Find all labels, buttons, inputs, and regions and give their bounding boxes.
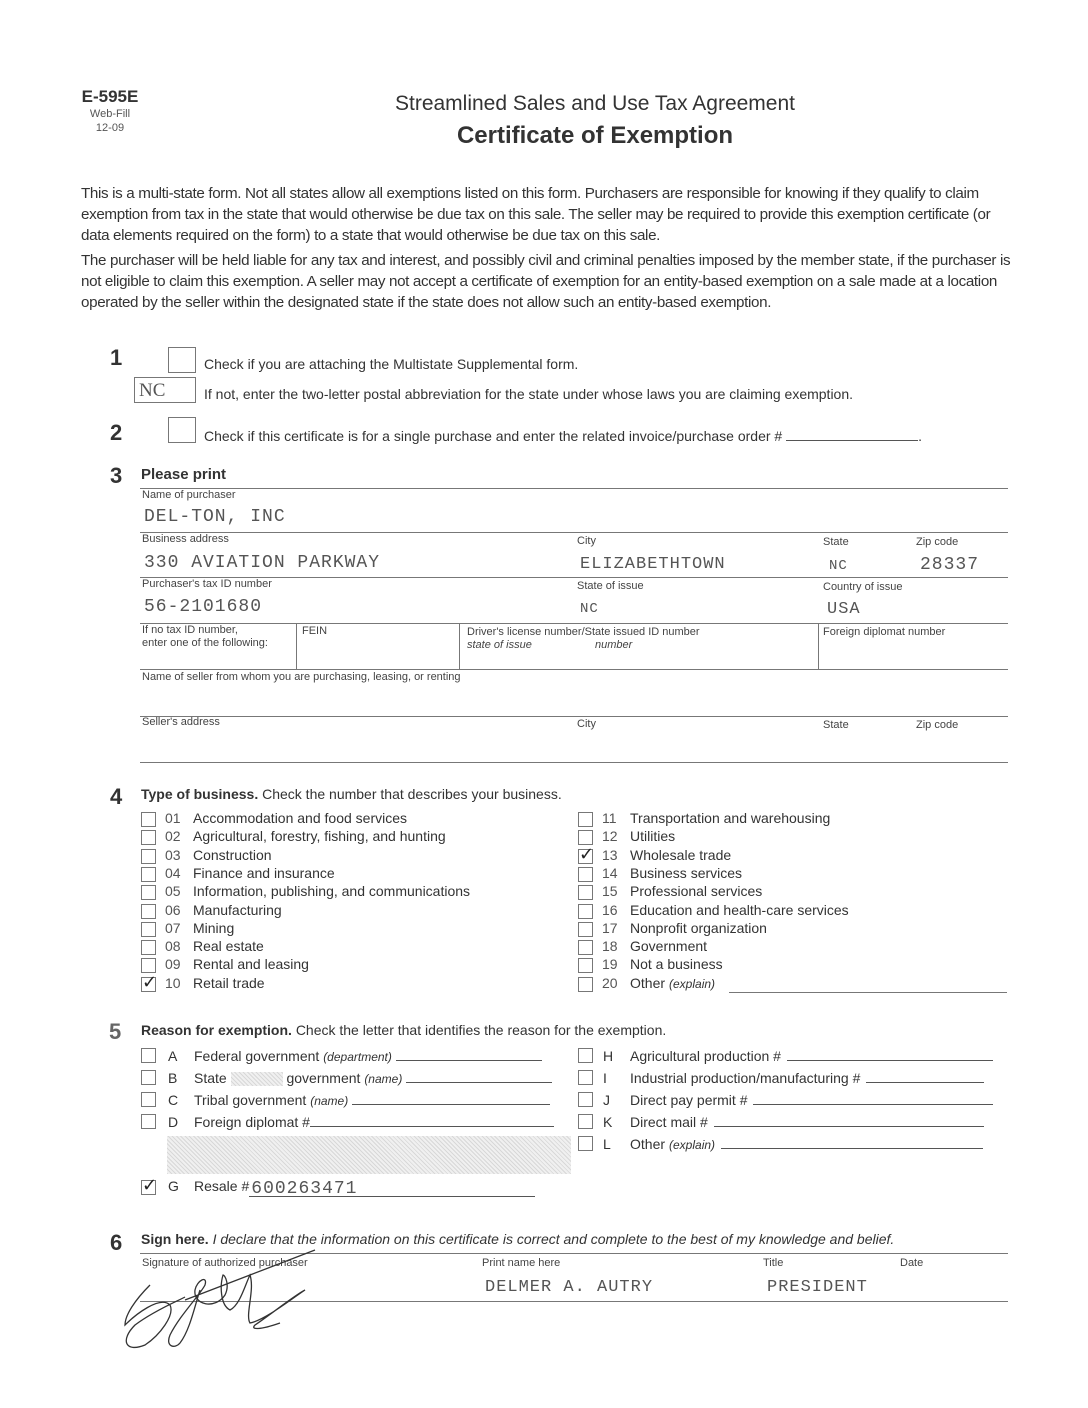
business-type-code: 01 bbox=[165, 810, 181, 826]
section-5-number: 5 bbox=[109, 1019, 122, 1044]
reason-c-label: Tribal government bbox=[194, 1092, 307, 1108]
reason-b-letter: B bbox=[168, 1070, 178, 1086]
business-type-code: 05 bbox=[165, 883, 181, 900]
business-type-03-checkbox[interactable] bbox=[141, 849, 156, 864]
business-type-name: Retail trade bbox=[193, 974, 265, 991]
business-type-11-label bbox=[602, 810, 830, 826]
date-label: Date bbox=[900, 1257, 924, 1269]
business-type-code: 16 bbox=[602, 901, 618, 918]
business-type-13-checkbox[interactable] bbox=[578, 843, 595, 865]
business-type-code: 15 bbox=[602, 883, 618, 900]
divider bbox=[140, 669, 1008, 670]
business-type-explain: (explain) bbox=[669, 976, 716, 991]
reason-l-input[interactable] bbox=[721, 1135, 983, 1149]
business-type-name: Government bbox=[630, 938, 708, 955]
business-type-code: 04 bbox=[165, 864, 181, 881]
title-line2: Certificate of Exemption bbox=[456, 122, 734, 149]
multistate-supplemental-label: Check if you are attaching the Multistate Supplemental form. bbox=[204, 356, 579, 372]
state-abbreviation-value: NC bbox=[139, 380, 166, 401]
type-of-business-bold: Type of business. bbox=[141, 786, 259, 802]
divider bbox=[296, 623, 297, 669]
business-type-02-checkbox[interactable] bbox=[141, 830, 156, 845]
business-type-name: Wholesale trade bbox=[630, 846, 732, 863]
drivers-license-label: Driver's license number/State issued ID number bbox=[467, 626, 700, 638]
reason-g-resale-checkbox[interactable] bbox=[141, 1175, 158, 1196]
business-type-04-checkbox[interactable] bbox=[141, 867, 156, 882]
reason-letter: J bbox=[603, 1092, 610, 1108]
reason-c-letter: C bbox=[168, 1092, 179, 1108]
business-type-name: Real estate bbox=[193, 938, 264, 955]
business-type-code: 14 bbox=[602, 864, 618, 881]
reason-i-checkbox[interactable] bbox=[578, 1070, 593, 1085]
reason-explain: (explain) bbox=[669, 1138, 716, 1152]
business-type-code: 06 bbox=[165, 901, 181, 918]
business-type-name: Information, publishing, and communications bbox=[193, 883, 471, 900]
reason-b-label: State bbox=[194, 1070, 227, 1086]
reason-k-input[interactable] bbox=[714, 1113, 984, 1127]
business-type-code: 08 bbox=[165, 938, 181, 955]
other-explain-line[interactable] bbox=[729, 992, 1007, 993]
checkmark-icon: ✓ bbox=[142, 971, 158, 993]
seller-name-input[interactable] bbox=[140, 685, 1008, 715]
signature-label: Signature of authorized purchaser bbox=[142, 1257, 308, 1269]
tax-id-label: Purchaser's tax ID number bbox=[142, 578, 272, 590]
state-label: State bbox=[823, 536, 849, 548]
business-type-19-checkbox[interactable] bbox=[578, 958, 593, 973]
print-name-label: Print name here bbox=[482, 1257, 561, 1269]
no-tax-id-line1: If no tax ID number, bbox=[142, 624, 238, 636]
reason-b-checkbox[interactable] bbox=[141, 1070, 156, 1085]
business-type-08-label bbox=[165, 938, 264, 954]
section-3-number: 3 bbox=[110, 463, 123, 488]
seller-name-label: Name of seller from whom you are purchasing, leasing, or renting bbox=[142, 671, 461, 683]
business-type-name: Mining bbox=[193, 919, 235, 936]
single-purchase-label: Check if this certificate is for a single purchase and enter the related invoice/purchase order # . bbox=[204, 428, 922, 444]
reason-i-input[interactable] bbox=[866, 1069, 984, 1083]
type-of-business-instructions: Check the number that describes your business. bbox=[262, 786, 562, 802]
business-type-16-checkbox[interactable] bbox=[578, 904, 593, 919]
business-type-code: 18 bbox=[602, 938, 618, 955]
reason-g-letter: G bbox=[168, 1178, 179, 1194]
reason-h-row bbox=[603, 1047, 993, 1064]
business-type-16-label bbox=[602, 902, 849, 918]
business-type-19-label bbox=[602, 956, 723, 972]
form-id-block bbox=[80, 87, 140, 134]
reason-j-checkbox[interactable] bbox=[578, 1092, 593, 1107]
business-type-02-label bbox=[165, 828, 446, 844]
business-type-06-label bbox=[165, 902, 282, 918]
reason-d-letter: D bbox=[168, 1114, 179, 1130]
reason-d-label: Foreign diplomat # bbox=[194, 1114, 310, 1130]
reason-c-checkbox[interactable] bbox=[141, 1092, 156, 1107]
reason-label: Direct mail # bbox=[630, 1114, 708, 1130]
no-tax-id-label bbox=[142, 624, 268, 650]
business-type-name: Transportation and warehousing bbox=[630, 810, 831, 826]
seller-state-label: State bbox=[823, 719, 849, 731]
please-print-heading: Please print bbox=[141, 466, 227, 483]
title-line1: Streamlined Sales and Use Tax Agreement bbox=[394, 92, 795, 115]
state-abbreviation-input[interactable] bbox=[134, 377, 196, 403]
city-label: City bbox=[577, 535, 596, 547]
form-date: 12-09 bbox=[95, 122, 125, 134]
reason-l-row bbox=[603, 1135, 983, 1152]
business-type-code: 07 bbox=[165, 919, 181, 936]
reason-k-checkbox[interactable] bbox=[578, 1114, 593, 1129]
dl-number-label: number bbox=[595, 639, 633, 651]
divider bbox=[459, 623, 460, 669]
state-input[interactable]: NC bbox=[829, 558, 848, 574]
business-type-18-label bbox=[602, 938, 707, 954]
business-type-05-label bbox=[165, 883, 470, 899]
seller-address-label: Seller's address bbox=[142, 716, 220, 728]
business-type-name: Business services bbox=[630, 864, 743, 881]
reason-a-row bbox=[168, 1047, 542, 1064]
business-type-03-label bbox=[165, 847, 272, 863]
business-type-05-checkbox[interactable] bbox=[141, 885, 156, 900]
date-input[interactable] bbox=[898, 1272, 1008, 1298]
state-abbreviation-label: If not, enter the two-letter postal abbreviation for the state under whose laws you are claiming exemption. bbox=[204, 386, 854, 402]
business-type-name: Professional services bbox=[630, 883, 763, 900]
reason-b-row bbox=[168, 1069, 552, 1086]
reason-a-input[interactable] bbox=[396, 1047, 542, 1061]
reason-g-label: Resale # bbox=[194, 1178, 250, 1194]
section-2-number: 2 bbox=[110, 420, 123, 445]
reason-c-input[interactable] bbox=[352, 1091, 550, 1105]
business-type-01-checkbox[interactable] bbox=[141, 812, 156, 827]
business-type-20-label bbox=[602, 975, 715, 991]
business-type-name: Utilities bbox=[630, 828, 676, 845]
business-type-code: 17 bbox=[602, 919, 618, 936]
checkmark-icon: ✓ bbox=[142, 1175, 158, 1196]
form-id: E-595E bbox=[81, 87, 139, 106]
divider bbox=[140, 488, 1008, 489]
fein-label: FEIN bbox=[302, 625, 328, 637]
reason-letter: K bbox=[603, 1114, 613, 1130]
business-type-17-checkbox[interactable] bbox=[578, 922, 593, 937]
business-type-07-label bbox=[165, 920, 234, 936]
form-variant: Web-Fill bbox=[89, 108, 131, 120]
country-of-issue-input[interactable]: USA bbox=[827, 600, 861, 619]
resale-number-value: 600263471 bbox=[251, 1179, 358, 1199]
reason-d-checkbox[interactable] bbox=[141, 1114, 156, 1129]
reason-letter: H bbox=[603, 1048, 614, 1064]
business-type-code: 02 bbox=[165, 828, 181, 845]
reason-l-checkbox[interactable] bbox=[578, 1136, 593, 1151]
business-type-name: Other bbox=[630, 974, 666, 991]
business-type-name: Agricultural, forestry, fishing, and hunting bbox=[193, 828, 446, 845]
seller-city-label: City bbox=[577, 718, 596, 730]
intro-paragraph-2: The purchaser will be held liable for any tax and interest, and possibly civil and criminal penalties imposed by the member state, if the purchaser is not eligible to claim this exemption. A seller may not accept a certificate of exemption for an entity-based exemption on a sale made at a location operated by the seller within the designated state if the state does not allow such an entity-based exemption. bbox=[81, 252, 1011, 311]
dl-state-of-issue-label: state of issue bbox=[467, 639, 532, 651]
business-type-code: 10 bbox=[165, 974, 181, 991]
divider bbox=[818, 623, 819, 669]
reason-b-label2: government bbox=[286, 1070, 361, 1086]
reason-for-exemption-heading bbox=[141, 1022, 666, 1038]
reason-d-row bbox=[168, 1113, 554, 1130]
page-title bbox=[260, 92, 930, 150]
business-type-18-checkbox[interactable] bbox=[578, 940, 593, 955]
invoice-number-input[interactable] bbox=[786, 427, 918, 441]
section-1-number: 1 bbox=[110, 345, 123, 370]
business-type-name: Education and health-care services bbox=[630, 901, 849, 918]
reason-h-input[interactable] bbox=[787, 1047, 993, 1061]
purchaser-name-label: Name of purchaser bbox=[142, 489, 236, 501]
business-type-20-checkbox[interactable] bbox=[578, 977, 593, 992]
business-type-08-checkbox[interactable] bbox=[141, 940, 156, 955]
reason-label: Industrial production/manufacturing # bbox=[630, 1070, 861, 1086]
divider bbox=[140, 762, 1008, 763]
business-type-10-checkbox[interactable] bbox=[141, 971, 158, 993]
divider bbox=[140, 623, 1008, 624]
reason-letter: I bbox=[603, 1070, 607, 1086]
reason-for-exemption-instructions: Check the letter that identifies the reason for the exemption. bbox=[295, 1022, 667, 1038]
business-address-input[interactable]: 330 AVIATION PARKWAY bbox=[144, 553, 381, 573]
reason-d-input[interactable] bbox=[310, 1113, 554, 1127]
business-type-17-label bbox=[602, 920, 767, 936]
purchaser-name-input[interactable]: DEL-TON, INC bbox=[144, 507, 286, 527]
country-of-issue-label: Country of issue bbox=[823, 581, 903, 593]
business-type-name: Accommodation and food services bbox=[193, 810, 407, 826]
state-of-issue-label: State of issue bbox=[577, 580, 644, 592]
business-type-code: 13 bbox=[602, 846, 618, 863]
business-type-14-label bbox=[602, 865, 742, 881]
business-type-10-label bbox=[165, 975, 265, 991]
business-type-01-label bbox=[165, 810, 407, 826]
business-type-06-checkbox[interactable] bbox=[141, 904, 156, 919]
business-type-code: 09 bbox=[165, 956, 181, 973]
seller-zip-label: Zip code bbox=[916, 719, 959, 731]
reason-i-row bbox=[603, 1069, 984, 1086]
single-purchase-checkbox[interactable] bbox=[168, 417, 196, 443]
intro-paragraph-1: This is a multi-state form. Not all states allow all exemptions listed on this form. Purchasers are responsible for knowing if they qualify to claim exemption from tax in the state that would otherwise be due tax on this sale. The seller may be required to provide this exemption certificate (or data elements required on the form) to a state that would otherwise be due tax on this sale. bbox=[81, 185, 991, 244]
reason-b-input[interactable] bbox=[406, 1069, 552, 1083]
business-type-name: Construction bbox=[193, 846, 272, 863]
reason-a-checkbox[interactable] bbox=[141, 1048, 156, 1063]
divider bbox=[140, 532, 1008, 533]
title-input[interactable]: PRESIDENT bbox=[767, 1278, 868, 1297]
section-6-number: 6 bbox=[110, 1230, 123, 1255]
business-type-11-checkbox[interactable] bbox=[578, 812, 593, 827]
reason-a-label: Federal government bbox=[194, 1048, 320, 1064]
reason-k-row bbox=[603, 1113, 984, 1130]
reason-for-exemption-bold: Reason for exemption. bbox=[141, 1022, 292, 1038]
business-type-code: 12 bbox=[602, 828, 618, 845]
business-type-13-label bbox=[602, 847, 731, 863]
title-label: Title bbox=[763, 1257, 784, 1269]
signature-icon[interactable] bbox=[105, 1245, 375, 1355]
seller-address-input[interactable] bbox=[140, 733, 1008, 761]
multistate-supplemental-checkbox[interactable] bbox=[168, 347, 196, 373]
reason-c-row bbox=[168, 1091, 550, 1108]
business-type-code: 11 bbox=[602, 810, 617, 826]
divider bbox=[140, 716, 1008, 717]
reason-a-letter: A bbox=[168, 1048, 178, 1064]
reason-b-redacted bbox=[231, 1072, 283, 1086]
checkmark-icon: ✓ bbox=[579, 843, 595, 865]
sign-here-bold: Sign here. bbox=[141, 1231, 209, 1247]
business-type-code: 20 bbox=[602, 974, 618, 991]
reason-j-input[interactable] bbox=[753, 1091, 993, 1105]
business-type-name: Not a business bbox=[630, 956, 723, 973]
single-purchase-text: Check if this certificate is for a single purchase and enter the related invoice/purchase order # bbox=[204, 428, 783, 444]
redacted-area bbox=[167, 1136, 571, 1174]
business-type-07-checkbox[interactable] bbox=[141, 922, 156, 937]
business-type-12-label bbox=[602, 828, 675, 844]
business-type-04-label bbox=[165, 865, 335, 881]
business-type-09-label bbox=[165, 956, 309, 972]
business-address-label: Business address bbox=[142, 533, 229, 545]
resale-number-input[interactable] bbox=[249, 1179, 535, 1197]
tax-id-input[interactable]: 56-2101680 bbox=[144, 597, 263, 617]
business-type-15-label bbox=[602, 883, 762, 899]
reason-label: Agricultural production # bbox=[630, 1048, 781, 1064]
zip-label: Zip code bbox=[916, 536, 959, 548]
sign-here-declaration: I declare that the information on this certificate is correct and complete to the best of my knowledge and belief. bbox=[212, 1231, 895, 1247]
state-of-issue-input[interactable]: NC bbox=[580, 601, 599, 617]
foreign-diplomat-number-label: Foreign diplomat number bbox=[823, 626, 946, 638]
print-name-input[interactable]: DELMER A. AUTRY bbox=[485, 1278, 654, 1297]
city-input[interactable]: ELIZABETHTOWN bbox=[580, 555, 726, 574]
zip-input[interactable]: 28337 bbox=[920, 555, 980, 575]
section-4-number: 4 bbox=[110, 784, 123, 809]
reason-label: Other bbox=[630, 1136, 666, 1152]
reason-letter: L bbox=[603, 1136, 611, 1152]
business-type-name: Manufacturing bbox=[193, 901, 282, 918]
business-type-15-checkbox[interactable] bbox=[578, 885, 593, 900]
type-of-business-heading bbox=[141, 786, 562, 802]
no-tax-id-line2: enter one of the following: bbox=[142, 637, 268, 649]
business-type-name: Rental and leasing bbox=[193, 956, 309, 973]
reason-a-italic: (department) bbox=[323, 1050, 392, 1064]
reason-j-row bbox=[603, 1091, 993, 1108]
business-type-code: 19 bbox=[602, 956, 618, 973]
business-type-name: Nonprofit organization bbox=[630, 919, 767, 936]
reason-label: Direct pay permit # bbox=[630, 1092, 748, 1108]
reason-b-italic: (name) bbox=[364, 1072, 403, 1086]
reason-c-italic: (name) bbox=[310, 1094, 349, 1108]
business-type-name: Finance and insurance bbox=[193, 864, 335, 881]
reason-h-checkbox[interactable] bbox=[578, 1048, 593, 1063]
business-type-14-checkbox[interactable] bbox=[578, 867, 593, 882]
business-type-code: 03 bbox=[165, 846, 181, 863]
reason-g-row bbox=[168, 1178, 535, 1197]
